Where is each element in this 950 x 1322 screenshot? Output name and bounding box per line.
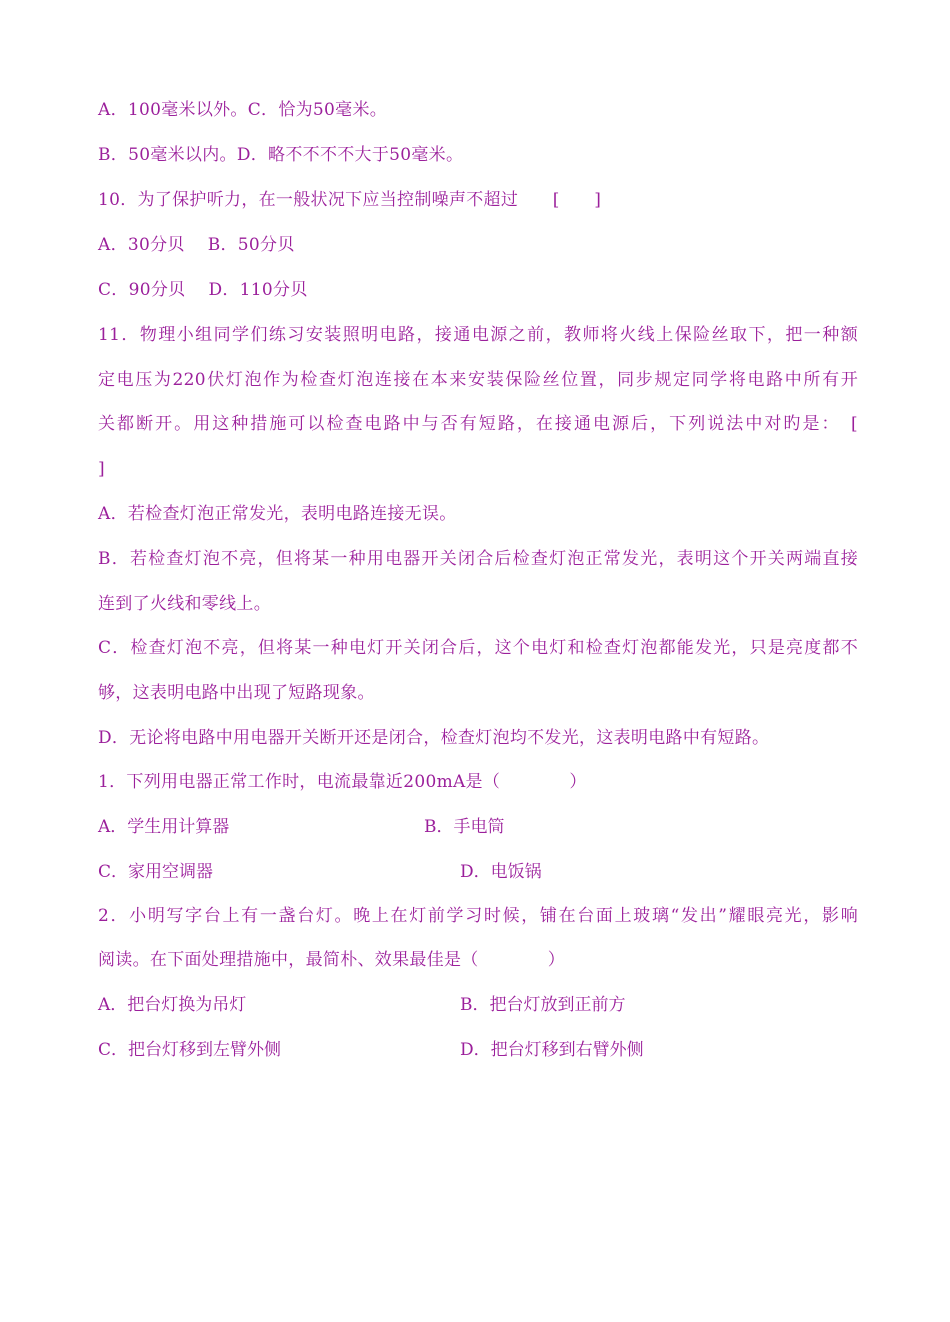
question-1-options-ab [98, 813, 858, 841]
question-10-options-ab: A．30分贝 B．50分贝 [98, 235, 295, 255]
question-11-option-c-line-1: C．检查灯泡不亮，但将某一种电灯开关闭合后，这个电灯和检查灯泡都能发光，只是亮度都不 [98, 638, 858, 658]
question-1-option-b: B．手电筒 [424, 817, 505, 837]
question-11-line-4: ] [98, 459, 105, 479]
question-11-option-c-line-2: 够，这表明电路中出现了短路现象。 [98, 683, 375, 703]
option-line-b-d: B．50毫米以内。D．略不不不不大于50毫米。 [98, 145, 464, 165]
option-line-a-c: A．100毫米以外。C．恰为50毫米。 [98, 100, 388, 120]
question-11-option-a: A．若检查灯泡正常发光，表明电路连接无误。 [98, 504, 457, 524]
question-10: 10．为了保护听力，在一般状况下应当控制噪声不超过 [ ] [98, 190, 602, 210]
question-1-option-a: A．学生用计算器 [98, 817, 230, 837]
question-2-line-2: 阅读。在下面处理措施中，最简朴、效果最佳是（ ） [98, 950, 566, 970]
question-11-option-b-line-2: 连到了火线和零线上。 [98, 594, 271, 614]
question-1-option-c: C．家用空调器 [98, 862, 214, 882]
question-2-line-1: 2．小明写字台上有一盏台灯。晚上在灯前学习时候，铺在台面上玻璃“发出”耀眼亮光，影响 [98, 906, 858, 926]
question-2-option-a: A．把台灯换为吊灯 [98, 995, 247, 1015]
question-11-line-2: 定电压为220伏灯泡作为检查灯泡连接在本来安装保险丝位置，同步规定同学将电路中所有开 [98, 370, 858, 390]
question-11-option-b-line-1: B．若检查灯泡不亮，但将某一种用电器开关闭合后检查灯泡正常发光，表明这个开关两端直接 [98, 549, 858, 569]
question-2-option-b: B．把台灯放到正前方 [460, 995, 626, 1015]
question-1: 1．下列用电器正常工作时，电流最靠近200mA是（ ） [98, 772, 587, 792]
question-10-options-cd: C．90分贝 D．110分贝 [98, 280, 308, 300]
question-1-options-cd [98, 858, 858, 886]
question-11-line-1: 11．物理小组同学们练习安装照明电路，接通电源之前，教师将火线上保险丝取下，把一种额 [98, 325, 858, 345]
question-11-line-3: 关都断开。用这种措施可以检查电路中与否有短路，在接通电源后，下列说法中对旳是： [ [98, 414, 858, 434]
question-1-option-d: D．电饭锅 [460, 862, 542, 882]
question-2-option-d: D．把台灯移到右臂外侧 [460, 1040, 644, 1060]
question-2-options-ab [98, 991, 858, 1019]
question-2-options-cd [98, 1036, 858, 1064]
question-2-option-c: C．把台灯移到左臂外侧 [98, 1040, 282, 1060]
question-11-option-d: D．无论将电路中用电器开关断开还是闭合，检查灯泡均不发光，这表明电路中有短路。 [98, 728, 770, 748]
